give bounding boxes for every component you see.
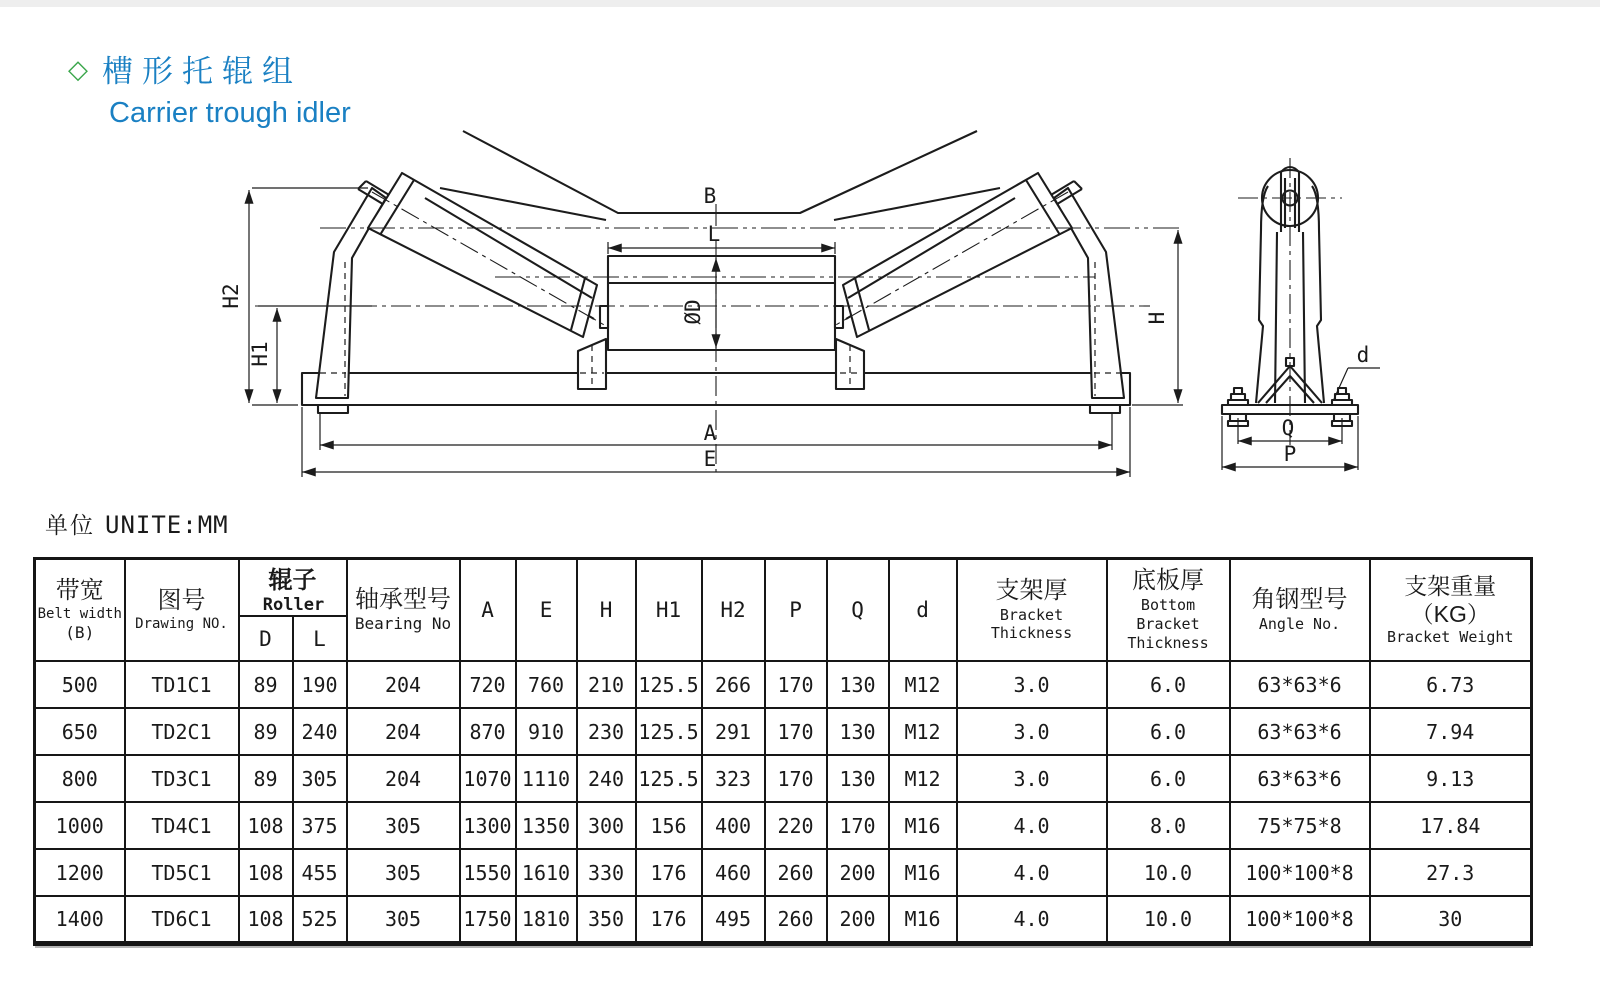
table-cell: 200 [827, 849, 889, 896]
table-cell: 305 [293, 755, 347, 802]
table-cell: TD5C1 [125, 849, 239, 896]
table-cell: 1110 [516, 755, 577, 802]
table-cell: 89 [239, 755, 293, 802]
table-cell: 240 [293, 708, 347, 755]
center-roller-shaft-right [835, 306, 843, 328]
table-cell: 108 [239, 802, 293, 849]
table-cell: 455 [293, 849, 347, 896]
bottom-bracket-en-2: Thickness [1127, 633, 1209, 652]
col-header-bracket-thickness [957, 559, 1107, 662]
table-cell: 75*75*8 [1230, 802, 1370, 849]
col-header-bottom-bracket [1107, 559, 1230, 662]
col-header-e: E [516, 559, 577, 662]
bracket-thickness-zh: 支架厚 [995, 576, 1068, 604]
table-cell: 300 [577, 802, 636, 849]
base-foot-right [1090, 405, 1120, 413]
table-cell: 10.0 [1107, 849, 1230, 896]
table-cell: 30 [1370, 896, 1532, 943]
col-header-angle [1230, 559, 1370, 662]
table-cell: 176 [636, 896, 702, 943]
table-cell: 156 [636, 802, 702, 849]
table-row [35, 708, 1532, 755]
table-cell: 1750 [460, 896, 516, 943]
table-cell: 1350 [516, 802, 577, 849]
table-cell: 200 [827, 896, 889, 943]
table-cell: 3.0 [957, 755, 1107, 802]
dim-label-b: B [703, 184, 717, 208]
table-cell: 525 [293, 896, 347, 943]
page-edge [0, 0, 1600, 7]
col-header-a: A [460, 559, 516, 662]
table-row [35, 661, 1532, 708]
table-cell: 240 [577, 755, 636, 802]
table-cell: TD1C1 [125, 661, 239, 708]
table-cell: 1200 [35, 849, 125, 896]
dim-label-diameter: ØD [681, 299, 705, 325]
side-view [1222, 158, 1380, 470]
bearing-zh: 轴承型号 [355, 585, 452, 613]
table-cell: 108 [239, 849, 293, 896]
unit-note-en: UNITE:MM [105, 511, 229, 539]
table-cell: M16 [889, 849, 957, 896]
table-row [35, 802, 1532, 849]
dim-label-a: A [703, 421, 717, 445]
table-cell: TD3C1 [125, 755, 239, 802]
diamond-icon: ◇ [68, 53, 88, 84]
table-cell: 1810 [516, 896, 577, 943]
belt-width-en: Belt width [37, 605, 122, 622]
bracket-thickness-en: Bracket Thickness [990, 605, 1073, 643]
table-cell: 125.5 [636, 708, 702, 755]
table-cell: 305 [347, 849, 460, 896]
table-cell: M16 [889, 802, 957, 849]
table-cell: 3.0 [957, 661, 1107, 708]
bottom-bracket-zh: 底板厚 [1132, 567, 1205, 595]
table-cell: 100*100*8 [1230, 849, 1370, 896]
table-cell: 63*63*6 [1230, 755, 1370, 802]
table-cell: 204 [347, 661, 460, 708]
angle-zh: 角钢型号 [1251, 586, 1348, 614]
table-cell: 460 [702, 849, 765, 896]
col-header-q: Q [827, 559, 889, 662]
table-cell: 6.0 [1107, 755, 1230, 802]
table-cell: 1610 [516, 849, 577, 896]
dim-label-h: H [1145, 311, 1169, 325]
table-cell: 170 [765, 708, 827, 755]
table-cell: 500 [35, 661, 125, 708]
table-cell: 800 [35, 755, 125, 802]
roller-en: Roller [262, 595, 325, 615]
col-header-h2: H2 [702, 559, 765, 662]
page-title-en: Carrier trough idler [109, 97, 351, 129]
table-cell: 63*63*6 [1230, 661, 1370, 708]
table-cell: 89 [239, 661, 293, 708]
table-cell: M16 [889, 896, 957, 943]
table-cell: 100*100*8 [1230, 896, 1370, 943]
table-cell: 910 [516, 708, 577, 755]
table-cell: 4.0 [957, 849, 1107, 896]
center-roller-shaft-left [600, 306, 608, 328]
spec-table [33, 557, 1533, 946]
angle-en: Angle No. [1258, 615, 1341, 634]
table-cell: M12 [889, 708, 957, 755]
table-cell: 305 [347, 896, 460, 943]
belt-width-zh: 带宽 [55, 576, 104, 604]
dim-label-q: Q [1281, 416, 1295, 440]
weight-en: Bracket Weight [1387, 628, 1514, 647]
table-cell: M12 [889, 661, 957, 708]
table-cell: 305 [347, 802, 460, 849]
table-cell: 1550 [460, 849, 516, 896]
belt-width-sym: (B) [65, 623, 95, 643]
col-header-d: d [889, 559, 957, 662]
table-cell: 4.0 [957, 896, 1107, 943]
table-cell: 1070 [460, 755, 516, 802]
table-cell: TD4C1 [125, 802, 239, 849]
table-cell: 204 [347, 708, 460, 755]
table-cell: 8.0 [1107, 802, 1230, 849]
table-cell: 350 [577, 896, 636, 943]
table-cell: 375 [293, 802, 347, 849]
col-header-h1: H1 [636, 559, 702, 662]
table-cell: 760 [516, 661, 577, 708]
table-cell: 10.0 [1107, 896, 1230, 943]
base-foot-left [318, 405, 348, 413]
table-cell: 266 [702, 661, 765, 708]
unit-note-zh: 单位 [45, 512, 95, 538]
table-row [35, 849, 1532, 896]
dim-label-p: P [1283, 442, 1297, 466]
table-cell: 63*63*6 [1230, 708, 1370, 755]
table-cell: 495 [702, 896, 765, 943]
table-cell: TD2C1 [125, 708, 239, 755]
table-cell: 170 [827, 802, 889, 849]
table-cell: 870 [460, 708, 516, 755]
col-header-drawing-no [125, 559, 239, 662]
bottom-bracket-en-1: Bottom Bracket [1136, 596, 1200, 634]
weight-zh: 支架重量（KG） [1404, 573, 1497, 627]
dim-label-d: d [1356, 343, 1370, 367]
table-cell: M12 [889, 755, 957, 802]
dim-label-h1: H1 [248, 341, 272, 367]
col-header-weight [1370, 559, 1532, 662]
table-cell: 6.0 [1107, 661, 1230, 708]
table-cell: 400 [702, 802, 765, 849]
table-cell: 130 [827, 661, 889, 708]
table-cell: 27.3 [1370, 849, 1532, 896]
col-header-belt-width [35, 559, 125, 662]
spec-table-body [35, 661, 1532, 943]
page-title-zh: 槽形托辊组 [102, 54, 302, 89]
table-cell: 204 [347, 755, 460, 802]
table-cell: 7.94 [1370, 708, 1532, 755]
table-cell: 4.0 [957, 802, 1107, 849]
table-cell: 6.0 [1107, 708, 1230, 755]
table-cell: 130 [827, 755, 889, 802]
table-cell: 3.0 [957, 708, 1107, 755]
dim-label-l: L [707, 222, 721, 246]
table-cell: 220 [765, 802, 827, 849]
table-cell: 190 [293, 661, 347, 708]
technical-drawing [0, 100, 1600, 500]
col-header-roller [239, 559, 347, 617]
table-cell: 176 [636, 849, 702, 896]
table-cell: TD6C1 [125, 896, 239, 943]
col-header-roller-d: D [239, 616, 293, 661]
table-cell: 330 [577, 849, 636, 896]
table-cell: 650 [35, 708, 125, 755]
table-cell: 130 [827, 708, 889, 755]
center-roller [608, 256, 835, 350]
col-header-roller-l: L [293, 616, 347, 661]
bearing-en: Bearing No [354, 614, 452, 634]
dim-label-e: E [703, 447, 717, 471]
table-cell: 1400 [35, 896, 125, 943]
table-cell: 260 [765, 849, 827, 896]
drawing-no-en: Drawing NO. [135, 615, 228, 632]
table-row [35, 896, 1532, 943]
col-header-h: H [577, 559, 636, 662]
roller-zh: 辊子 [268, 567, 317, 594]
table-cell: 1300 [460, 802, 516, 849]
col-header-bearing [347, 559, 460, 662]
table-row [35, 755, 1532, 802]
table-cell: 1000 [35, 802, 125, 849]
table-cell: 9.13 [1370, 755, 1532, 802]
table-cell: 108 [239, 896, 293, 943]
table-cell: 170 [765, 661, 827, 708]
table-cell: 89 [239, 708, 293, 755]
table-cell: 291 [702, 708, 765, 755]
drawing-no-zh: 图号 [157, 586, 206, 614]
table-cell: 125.5 [636, 661, 702, 708]
table-cell: 323 [702, 755, 765, 802]
front-view [219, 131, 1183, 477]
belt-profile [440, 131, 1000, 220]
col-header-p: P [765, 559, 827, 662]
unit-note [45, 507, 229, 540]
dim-label-h2: H2 [219, 283, 243, 309]
table-cell: 260 [765, 896, 827, 943]
table-cell: 210 [577, 661, 636, 708]
table-cell: 720 [460, 661, 516, 708]
table-cell: 230 [577, 708, 636, 755]
table-cell: 17.84 [1370, 802, 1532, 849]
table-cell: 6.73 [1370, 661, 1532, 708]
table-cell: 170 [765, 755, 827, 802]
table-cell: 125.5 [636, 755, 702, 802]
